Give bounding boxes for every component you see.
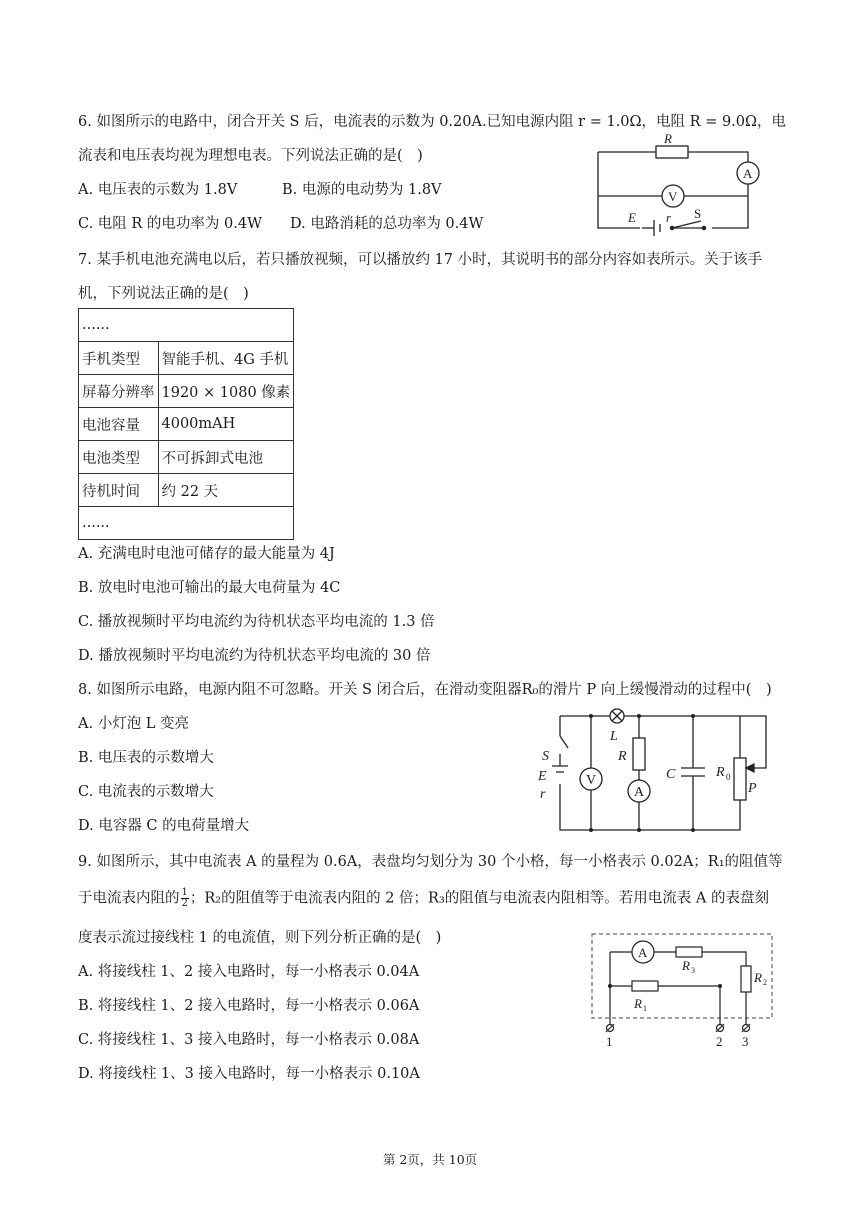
q6-label-e: E <box>628 210 636 225</box>
table-row <box>79 507 294 540</box>
q6-label-internal-r: r <box>666 210 672 225</box>
table-cell-key: 电池容量 <box>79 408 159 441</box>
table-cell-value: 1920 × 1080 像素 <box>158 375 294 408</box>
table-row <box>79 474 294 507</box>
table-cell-key: 电池类型 <box>79 441 159 474</box>
q6-option-d: D. 电路消耗的总功率为 0.4W <box>290 216 484 232</box>
q9-ammeter-a: A <box>638 945 648 960</box>
table-cell-key: 屏幕分辨率 <box>79 375 159 408</box>
q9-fraction-denominator: 2 <box>181 898 188 909</box>
q9-terminal-3: 3 <box>742 1034 749 1049</box>
q9-terminal-2: 2 <box>716 1034 723 1049</box>
q8-option-c: C. 电流表的示数增大 <box>78 784 214 800</box>
q8-label-r0: R <box>716 765 725 780</box>
q7-option-d: D. 播放视频时平均电流约为待机状态平均电流的 30 倍 <box>78 648 431 664</box>
q8-label-c: C <box>666 767 676 782</box>
q7-option-b: B. 放电时电池可输出的最大电荷量为 4C <box>78 580 341 596</box>
q9-label-r2-sub: 2 <box>763 978 767 987</box>
table-cell-value: 约 22 天 <box>158 474 294 507</box>
q6-label-s: S <box>694 206 702 221</box>
q9-stem-line2-start: 于电流表内阻的 <box>78 890 180 907</box>
q8-label-s: S <box>542 749 549 764</box>
q6-voltmeter-v: V <box>668 189 678 204</box>
table-row <box>79 441 294 474</box>
q8-label-internal-r: r <box>540 787 546 802</box>
table-cell-ellipsis: ...... <box>79 507 294 540</box>
q9-label-r1: R <box>634 996 642 1011</box>
q9-label-r3-sub: 3 <box>691 966 695 975</box>
q8-label-l: L <box>610 729 618 744</box>
table-cell-ellipsis: ...... <box>79 309 294 342</box>
q9-terminal-1: 1 <box>606 1034 613 1049</box>
q6-option-a: A. 电压表的示数为 1.8V <box>78 182 238 198</box>
table-row <box>79 408 294 441</box>
table-cell-key: 手机类型 <box>79 342 159 375</box>
q9-label-r2: R <box>754 970 762 985</box>
q8-circuit-diagram <box>530 708 780 836</box>
q9-label-r1-sub: 1 <box>643 1004 647 1013</box>
q8-voltmeter-v: V <box>586 773 597 788</box>
q9-stem-line2-end: ；R₂的阻值等于电流表内阻的 2 倍；R₃的阻值与电流表内阻相等。若用电流表 A 的表盘刻 <box>189 890 769 907</box>
q9-option-c: C. 将接线柱 1、3 接入电路时，每一小格表示 0.08A <box>78 1032 420 1048</box>
q6-option-b: B. 电源的电动势为 1.8V <box>282 182 442 198</box>
q6-label-r: R <box>664 131 672 146</box>
q6-option-c: C. 电阻 R 的电功率为 0.4W <box>78 216 263 232</box>
q7-option-a: A. 充满电时电池可储存的最大能量为 4J <box>78 546 335 562</box>
table-row <box>79 342 294 375</box>
q8-label-r0-sub: 0 <box>726 772 731 782</box>
q6-circuit-diagram <box>590 132 780 236</box>
table-row <box>79 375 294 408</box>
q8-stem: 8. 如图所示电路，电源内阻不可忽略。开关 S 闭合后，在滑动变阻器R₀的滑片 P 向上缓慢滑动的过程中( ) <box>78 682 772 698</box>
q6-stem-line1: 6. 如图所示的电路中，闭合开关 S 后，电流表的示数为 0.20A.已知电源内阻 r = 1.0Ω，电阻 R = 9.0Ω，电 <box>78 114 787 130</box>
page-footer: 第 2页，共 10页 <box>382 1152 478 1167</box>
q9-stem-line2 <box>78 888 769 909</box>
q9-option-b: B. 将接线柱 1、2 接入电路时，每一小格表示 0.06A <box>78 998 420 1014</box>
table-cell-value: 智能手机、4G 手机 <box>158 342 294 375</box>
q6-ammeter-a: A <box>743 166 753 181</box>
table-row <box>79 309 294 342</box>
q9-fraction-numerator: 1 <box>181 887 188 898</box>
q7-stem-line2: 机，下列说法正确的是( ) <box>78 286 249 302</box>
table-cell-value: 不可拆卸式电池 <box>158 441 294 474</box>
q8-option-a: A. 小灯泡 L 变亮 <box>78 716 190 732</box>
q8-label-r: R <box>618 749 627 764</box>
q7-option-c: C. 播放视频时平均电流约为待机状态平均电流的 1.3 倍 <box>78 614 435 630</box>
q9-stem-line1: 9. 如图所示，其中电流表 A 的量程为 0.6A，表盘均匀划分为 30 个小格，每一小格表示 0.02A；R₁的阻值等 <box>78 854 783 870</box>
q9-label-r3: R <box>682 958 690 973</box>
q7-spec-table <box>78 308 294 540</box>
table-cell-value: 4000mAH <box>158 408 294 441</box>
q7-stem-line1: 7. 某手机电池充满电以后，若只播放视频，可以播放约 17 小时，其说明书的部分内容如表所示。关于该手 <box>78 252 763 268</box>
q8-option-b: B. 电压表的示数增大 <box>78 750 214 766</box>
q8-ammeter-a: A <box>634 785 645 800</box>
q8-label-p: P <box>748 781 757 796</box>
q9-option-d: D. 将接线柱 1、3 接入电路时，每一小格表示 0.10A <box>78 1066 420 1082</box>
q8-label-e: E <box>538 769 547 784</box>
q8-option-d: D. 电容器 C 的电荷量增大 <box>78 818 250 834</box>
q9-stem-line3: 度表示流过接线柱 1 的电流值，则下列分析正确的是( ) <box>78 930 442 946</box>
q6-stem-line2: 流表和电压表均视为理想电表。下列说法正确的是( ) <box>78 148 423 164</box>
q9-option-a: A. 将接线柱 1、2 接入电路时，每一小格表示 0.04A <box>78 964 420 980</box>
q9-fraction <box>181 888 189 909</box>
table-cell-key: 待机时间 <box>79 474 159 507</box>
q9-circuit-diagram <box>588 930 778 1048</box>
